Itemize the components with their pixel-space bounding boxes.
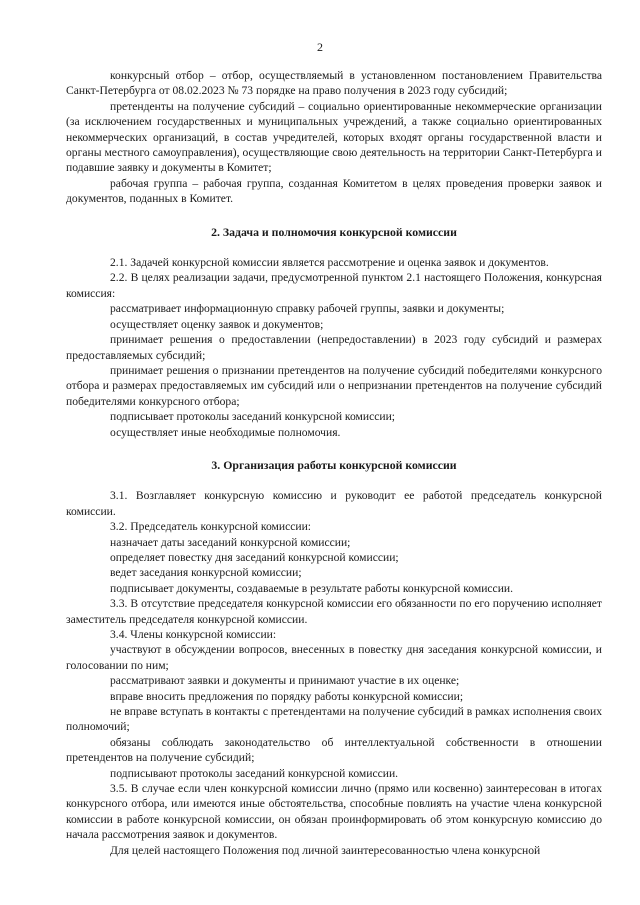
paragraph: принимает решения о признании претендентов на получение субсидий победителями конкурсного отбора и размерах предоставляемых им субсидий или о непризнании претендентов на получение субсидий победителями конкурсного отбора; — [66, 363, 602, 408]
paragraph: подписывает протоколы заседаний конкурсной комиссии; — [110, 410, 396, 424]
paragraph: 3.4. Члены конкурсной комиссии: — [110, 628, 277, 641]
paragraph: претенденты на получение субсидий – социально ориентированные некоммерческие организации (за исключением государственных и муниципальных учреждений, а также социально ориентированных некоммерческих организаций, в состав учредителей, которых входят органы государственной власти и органы местного самоуправления), осуществляющие свою деятельность на территории Санкт-Петербурга и подавшие заявку и документы в Комитет; — [66, 99, 602, 175]
paragraph: вправе вносить предложения по порядку работы конкурсной комиссии; — [110, 689, 464, 703]
paragraph: ведет заседания конкурсной комиссии; — [110, 566, 302, 580]
page-number: 2 — [317, 40, 323, 54]
paragraph: 3.1. Возглавляет конкурсную комиссию и руководит ее работой председатель конкурсной комиссии. — [66, 489, 602, 518]
paragraph: обязаны соблюдать законодательство об интеллектуальной собственности в отношении претендентов на получение субсидий; — [66, 735, 602, 765]
paragraph: 2.2. В целях реализации задачи, предусмотренной пунктом 2.1 настоящего Положения, конкурсная комиссия: — [66, 271, 602, 300]
paragraph: принимает решения о предоставлении (непредоставлении) в 2023 году субсидий и размерах предоставляемых субсидий; — [66, 333, 602, 362]
paragraph: конкурсный отбор – отбор, осуществляемый в установленном постановлением Правительства Санкт-Петербурга от 08.02.2023 № 73 порядке на право получения в 2023 году субсидий; — [66, 69, 602, 98]
paragraph: осуществляет оценку заявок и документов; — [110, 317, 324, 331]
paragraph: рабочая группа – рабочая группа, созданная Комитетом в целях проведения проверки заявок и документов, поданных в Комитет. — [66, 176, 602, 206]
paragraph: рассматривает информационную справку рабочей группы, заявки и документы; — [110, 302, 505, 316]
paragraph: определяет повестку дня заседаний конкурсной комиссии; — [110, 550, 399, 564]
paragraph: подписывают протоколы заседаний конкурсной комиссии. — [110, 766, 399, 780]
paragraph: осуществляет иные необходимые полномочия. — [110, 425, 341, 439]
paragraph: 3.3. В отсутствие председателя конкурсной комиссии его обязанности по его поручению исполняет заместитель председателя конкурсной комиссии. — [66, 597, 602, 626]
paragraph: 3.5. В случае если член конкурсной комиссии лично (прямо или косвенно) заинтересован в итогах конкурсного отбора, или имеются иные обстоятельства, способные повлиять на участие члена конкурсной комиссии в работе конкурсной комиссии, он обязан проинформировать об этом конкурсную комиссию до начала рассмотрения заявок и документов. — [66, 782, 602, 842]
paragraph: подписывает документы, создаваемые в результате работы конкурсной комиссии. — [110, 581, 514, 595]
section-heading: 3. Организация работы конкурсной комиссии — [211, 457, 457, 472]
paragraph: участвуют в обсуждении вопросов, внесенных в повестку дня заседания конкурсной комиссии, и голосовании по ним; — [66, 643, 602, 672]
section-heading: 2. Задача и полномочия конкурсной комиссии — [211, 224, 457, 239]
paragraph: Для целей настоящего Положения под личной заинтересованностью члена конкурсной — [110, 843, 541, 857]
paragraph: 3.2. Председатель конкурсной комиссии: — [110, 520, 311, 534]
paragraph: назначает даты заседаний конкурсной комиссии; — [110, 535, 351, 549]
document-body — [66, 68, 602, 858]
paragraph: не вправе вступать в контакты с претендентами на получение субсидий в рамках исполнения своих полномочий; — [66, 705, 603, 734]
paragraph: 2.1. Задачей конкурсной комиссии является рассмотрение и оценка заявок и документов. — [110, 256, 549, 270]
paragraph: рассматривают заявки и документы и принимают участие в их оценке; — [110, 674, 460, 688]
